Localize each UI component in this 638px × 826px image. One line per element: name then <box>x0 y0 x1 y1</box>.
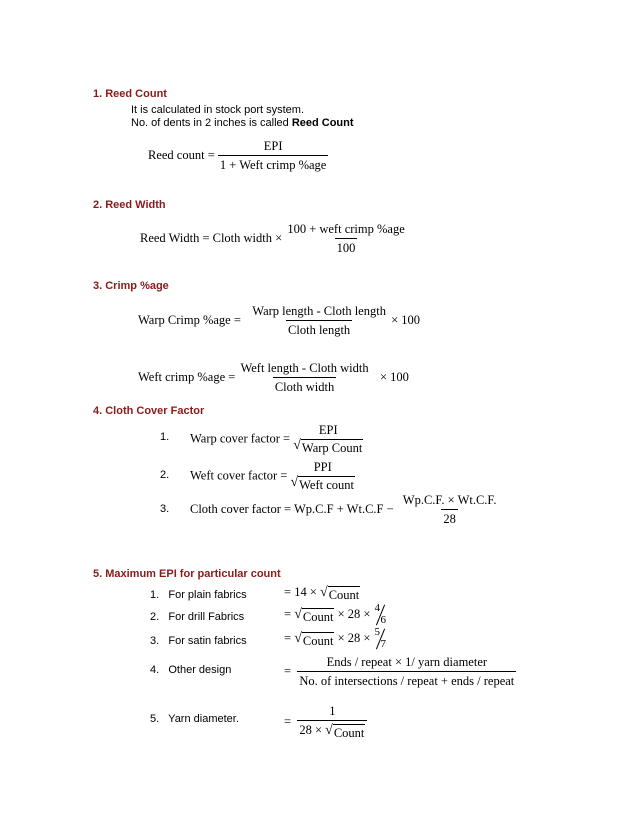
weft-cover-sqrt <box>290 476 355 493</box>
plain-count: Count <box>328 588 360 602</box>
warp-cover-lhs: Warp cover factor = <box>190 431 291 446</box>
satin-slanted-fraction <box>374 628 388 650</box>
reed-width-fraction <box>285 222 406 256</box>
weft-cover-fraction <box>290 460 355 493</box>
warp-cover-denominator: Warp Count <box>301 441 363 455</box>
reed-count-term: Reed Count <box>291 117 354 129</box>
reed-count-denominator: 1 + Weft crimp %age <box>218 155 328 173</box>
max-epi-item-number: 4. <box>150 664 160 676</box>
plain-eq: = <box>284 585 292 599</box>
drill-count: Count <box>302 609 334 624</box>
cloth-cover-fraction <box>401 493 499 527</box>
yarn-diameter-denominator <box>297 720 367 741</box>
satin-fraction-top: 5 <box>374 626 381 638</box>
reed-count-formula <box>148 139 328 173</box>
yarn-sqrt <box>325 724 365 741</box>
reed-count-text-2 <box>131 117 354 129</box>
drill-fabric-formula <box>284 604 388 626</box>
reed-width-numerator: 100 + weft crimp %age <box>287 222 405 236</box>
warp-cover-numerator: EPI <box>318 423 338 437</box>
yarn-diameter-fraction <box>297 704 367 741</box>
reed-count-text-1: It is calculated in stock port system. <box>131 104 305 116</box>
radical-icon: √ <box>320 585 328 600</box>
weft-crimp-fraction <box>238 361 370 395</box>
reed-count-fraction <box>218 139 328 173</box>
drill-slanted-fraction <box>374 604 388 626</box>
warp-cover-formula <box>190 423 363 456</box>
warp-cover-sqrt <box>293 439 363 456</box>
other-eq: = <box>284 663 292 678</box>
warp-crimp-lhs: Warp Crimp %age = <box>138 312 241 327</box>
yarn-count: Count <box>333 726 365 740</box>
cloth-cover-lhs: Cloth cover factor = Wp.C.F + Wt.C.F − <box>190 501 394 516</box>
weft-cover-denominator: Weft count <box>299 478 355 492</box>
weft-crimp-formula <box>138 361 409 395</box>
radical-icon: √ <box>294 630 302 646</box>
satin-fabric-formula <box>284 628 388 650</box>
reed-width-lhs: Reed Width = Cloth width × <box>140 230 283 245</box>
satin-fraction-bottom: 7 <box>380 638 387 650</box>
max-epi-item-label: For satin fabrics <box>168 635 247 647</box>
weft-cover-formula <box>190 460 355 493</box>
weft-crimp-numerator: Weft length - Cloth width <box>240 361 369 375</box>
satin-sqrt <box>294 632 334 649</box>
satin-mult: × 28 × <box>337 630 371 645</box>
other-design-formula <box>284 655 516 689</box>
max-epi-heading: 5. Maximum EPI for particular count <box>93 568 281 580</box>
yarn-diameter-numerator: 1 <box>329 704 336 718</box>
plain-pre: 14 × <box>294 585 317 599</box>
radical-icon: √ <box>325 723 333 738</box>
max-epi-item-label: Yarn diameter. <box>168 713 239 725</box>
max-epi-item-label: For plain fabrics <box>168 589 247 601</box>
satin-eq: = <box>284 630 292 645</box>
cloth-cover-numerator: Wp.C.F. × Wt.C.F. <box>402 493 497 507</box>
satin-count: Count <box>302 633 334 648</box>
crimp-heading: 3. Crimp %age <box>93 280 169 292</box>
cover-factor-heading: 4. Cloth Cover Factor <box>93 405 205 417</box>
reed-count-text-2-prefix: No. of dents in 2 inches is called <box>131 117 292 129</box>
drill-mult: × 28 × <box>337 606 371 621</box>
reed-count-lhs: Reed count = <box>148 147 215 162</box>
warp-crimp-multiplier: × 100 <box>391 312 421 327</box>
radical-icon: √ <box>293 438 301 453</box>
plain-fabric-formula <box>284 585 360 603</box>
weft-crimp-lhs: Weft crimp %age = <box>138 369 236 384</box>
max-epi-item <box>150 611 244 623</box>
weft-cover-numerator: PPI <box>313 460 332 474</box>
weft-crimp-denominator: Cloth width <box>273 377 336 395</box>
max-epi-item <box>150 664 231 676</box>
other-design-fraction <box>297 655 516 689</box>
drill-fraction-bottom: 6 <box>380 614 387 626</box>
weft-crimp-multiplier: × 100 <box>379 369 409 384</box>
reed-width-heading: 2. Reed Width <box>93 199 166 211</box>
warp-crimp-denominator: Cloth length <box>286 320 352 338</box>
reed-count-numerator: EPI <box>263 139 283 153</box>
max-epi-item-number: 3. <box>150 635 160 647</box>
max-epi-item-number: 2. <box>150 611 160 623</box>
max-epi-item <box>150 589 247 601</box>
max-epi-item-label: For drill Fabrics <box>168 611 245 623</box>
other-design-denominator: No. of intersections / repeat + ends / repeat <box>297 671 516 689</box>
max-epi-item-number: 5. <box>150 713 160 725</box>
yarn-diameter-formula <box>284 704 367 741</box>
radical-icon: √ <box>290 475 299 490</box>
weft-cover-lhs: Weft cover factor = <box>190 468 288 483</box>
warp-cover-fraction <box>293 423 363 456</box>
reed-count-heading: 1. Reed Count <box>93 88 167 100</box>
cloth-cover-formula <box>190 493 499 527</box>
yarn-den-pre: 28 × <box>299 723 322 737</box>
max-epi-item <box>150 635 247 647</box>
yarn-eq: = <box>284 714 292 729</box>
warp-crimp-formula <box>138 304 420 338</box>
radical-icon: √ <box>294 606 302 622</box>
cover-item-number-1: 1. <box>160 431 170 443</box>
warp-crimp-fraction <box>250 304 388 338</box>
drill-sqrt <box>294 608 334 625</box>
cover-item-number-2: 2. <box>160 469 170 481</box>
plain-sqrt <box>320 586 360 603</box>
max-epi-item <box>150 713 239 725</box>
other-design-numerator: Ends / repeat × 1/ yarn diameter <box>326 655 488 669</box>
drill-eq: = <box>284 606 292 621</box>
cloth-cover-denominator: 28 <box>441 509 458 527</box>
cover-item-number-3: 3. <box>160 503 170 515</box>
reed-width-denominator: 100 <box>335 238 358 256</box>
drill-fraction-top: 4 <box>374 602 381 614</box>
warp-crimp-numerator: Warp length - Cloth length <box>252 304 386 318</box>
max-epi-item-number: 1. <box>150 589 160 601</box>
max-epi-item-label: Other design <box>168 664 232 676</box>
reed-width-formula <box>140 222 407 256</box>
